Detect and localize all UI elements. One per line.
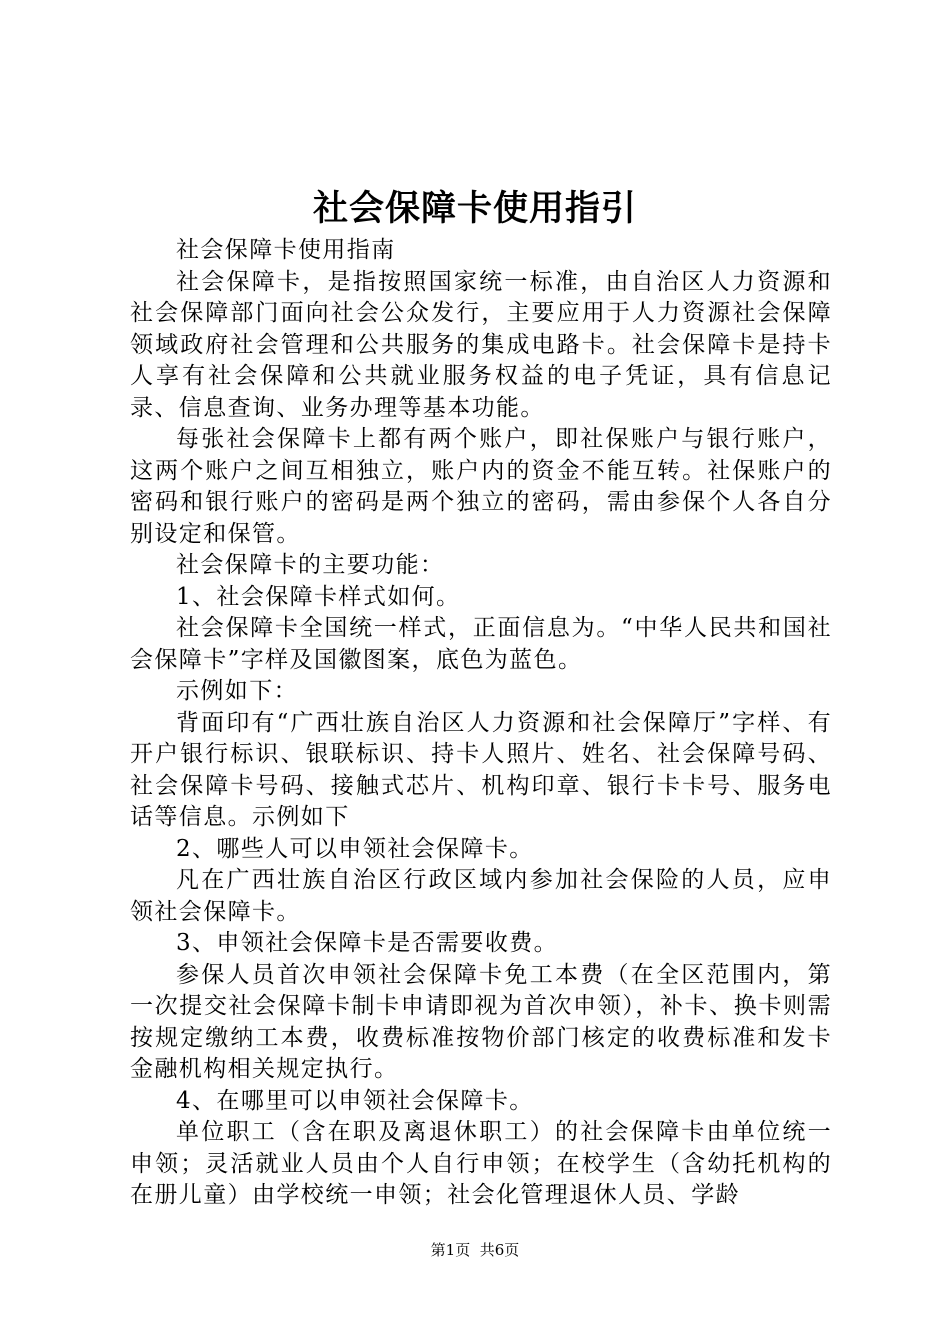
paragraph: 每张社会保障卡上都有两个账户，即社保账户与银行账户，这两个账户之间互相独立，账户内的资金不能互转。社保账户的密码和银行账户的密码是两个独立的密码，需由参保个人各自分别设定和保管。 [130,426,832,547]
paragraph: 社会保障卡的主要功能： [176,552,445,578]
page-total: 共6页 [479,1241,520,1259]
paragraph: 2、哪些人可以申领社会保障卡。 [176,835,534,862]
document-body [130,235,832,1212]
paragraph: 4、在哪里可以申领社会保障卡。 [176,1087,534,1114]
document-title: 社会保障卡使用指引 [312,189,637,229]
paragraph: 背面印有“广西壮族自治区人力资源和社会保障厅”字样、有开户银行标识、银联标识、持卡人照片、姓名、社会保障号码、社会保障卡号码、接触式芯片、机构印章、银行卡卡号、服务电话等信息。示例如下 [130,709,832,830]
paragraph: 社会保障卡，是指按照国家统一标准，由自治区人力资源和社会保障部门面向社会公众发行，主要应用于人力资源社会保障领域政府社会管理和公共服务的集成电路卡。社会保障卡是持卡人享有社会保障和公共就业服务权益的电子凭证，具有信息记录、信息查询、业务办理等基本功能。 [130,268,832,421]
paragraph: 示例如下： [176,678,298,704]
page-number: 第1页 [430,1241,471,1259]
paragraph: 3、申领社会保障卡是否需要收费。 [176,930,559,956]
paragraph: 单位职工（含在职及离退休职工）的社会保障卡由单位统一申领；灵活就业人员由个人自行申领；在校学生（含幼托机构的在册儿童）由学校统一申领；社会化管理退休人员、学龄 [130,1119,832,1208]
page-footer [0,1240,950,1260]
paragraph: 1、社会保障卡样式如何。 [176,583,461,610]
paragraph: 社会保障卡全国统一样式，正面信息为。“中华人民共和国社会保障卡”字样及国徽图案，底色为蓝色。 [130,615,832,673]
paragraph: 参保人员首次申领社会保障卡免工本费（在全区范围内，第一次提交社会保障卡制卡申请即视为首次申领），补卡、换卡则需按规定缴纳工本费，收费标准按物价部门核定的收费标准和发卡金融机构相关规定执行。 [130,961,832,1082]
paragraph: 凡在广西壮族自治区行政区域内参加社会保险的人员，应申领社会保障卡。 [130,867,832,925]
paragraph: 社会保障卡使用指南 [176,237,396,263]
